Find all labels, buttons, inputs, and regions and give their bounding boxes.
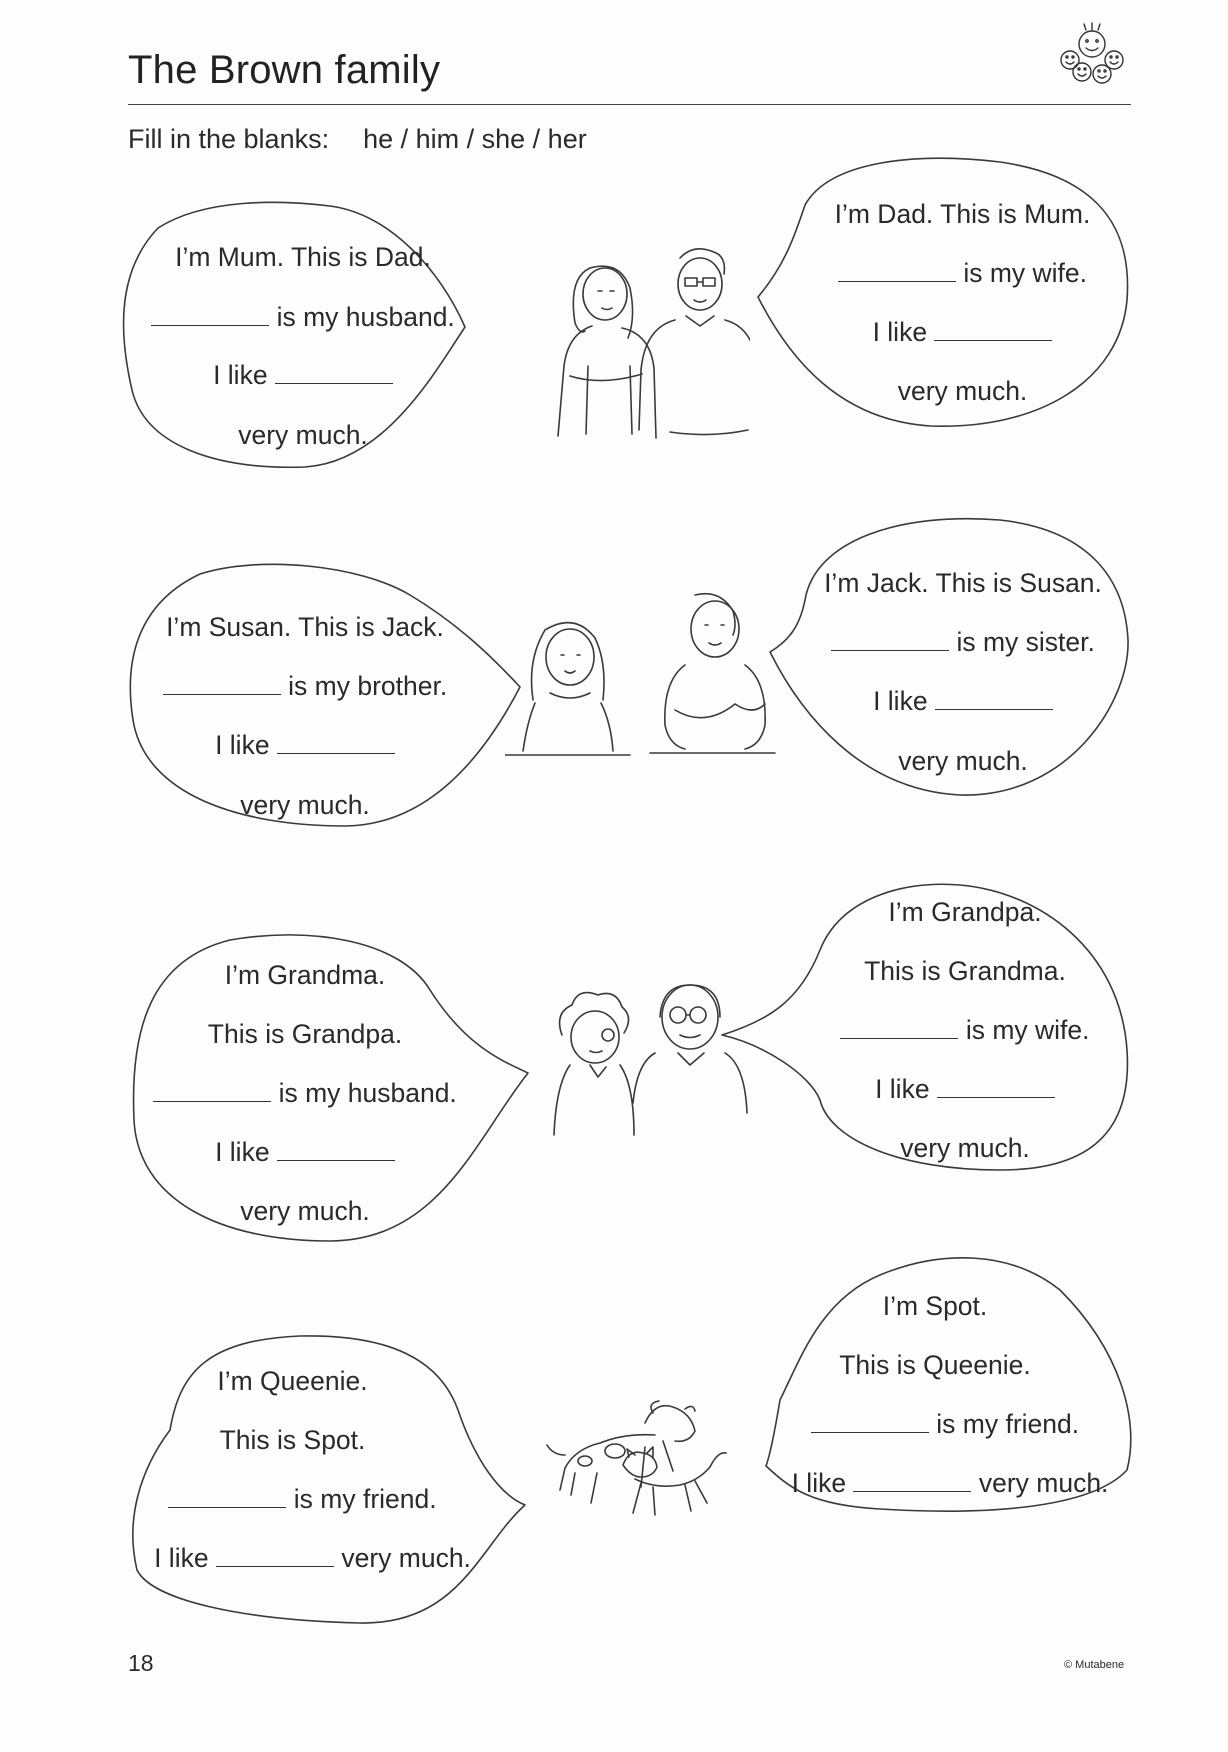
copyright-notice: © Mutabene [1064,1659,1125,1671]
page-title: The Brown family [128,48,441,92]
bubble-line-intro2: This is Queenie. [839,1350,1031,1380]
answer-blank[interactable] [277,1138,395,1161]
bubble-text: I like [791,1468,847,1498]
bubble-line-fill [120,1482,485,1516]
spot-dog-and-queenie-cat-illustration [545,1395,745,1535]
bubble-text: I like [873,686,928,716]
bubble-line-intro: I’m Spot. [882,1291,988,1321]
mum-and-dad-illustration [550,236,750,456]
bubble-text: I like [875,1074,930,1104]
bubble-text: very much. [978,1468,1109,1498]
answer-blank[interactable] [168,1485,286,1508]
answer-blank[interactable] [853,1469,971,1492]
bubble-text: I like [872,317,928,347]
susan-and-jack-illustration [505,585,780,760]
bubble-text: is my husband. [276,302,455,332]
bubble-text: is my wife. [963,258,1088,288]
bubble-line-like [135,358,471,392]
bubble-line-like [140,728,470,762]
answer-blank[interactable] [934,318,1052,341]
answer-blank[interactable] [838,259,956,282]
instruction-pronouns: he / him / she / her [363,124,587,154]
bubble-line-intro: I’m Dad. This is Mum. [834,199,1091,229]
bubble-text: is my friend. [936,1409,1080,1439]
bubble-line-like [140,1135,470,1169]
bubble-text: very much. [341,1543,471,1573]
bubble-text: I like [154,1543,209,1573]
bubble-text: I like [213,360,268,390]
bubble-line-intro: I’m Susan. This is Jack. [166,612,444,642]
bubble-line-end: very much. [240,790,370,820]
bubble-line-intro2: This is Grandpa. [207,1019,403,1049]
bubble-line-fill [135,300,471,334]
bubble-line-like [775,1466,1125,1500]
bubble-text: is my sister. [956,627,1095,657]
bubble-line-fill [140,1076,470,1110]
answer-blank[interactable] [840,1016,958,1039]
bubble-line-intro2: This is Spot. [219,1425,366,1455]
bubble-line-like [140,1541,485,1575]
answer-blank[interactable] [937,1075,1055,1098]
bubble-line-intro: I’m Grandma. [224,960,386,990]
instruction-label: Fill in the blanks: [128,124,330,154]
bubble-line-intro: I’m Queenie. [217,1366,368,1396]
bubble-line-fill [765,1407,1125,1441]
bubble-line-end: very much. [900,1133,1030,1163]
bubble-text: is my husband. [278,1078,457,1108]
grandma-and-grandpa-illustration [550,975,750,1175]
answer-blank[interactable] [811,1410,929,1433]
bubble-line-end: very much. [240,1196,370,1226]
bubble-line-like [815,1072,1115,1106]
bubble-line-intro: I’m Jack. This is Susan. [824,568,1102,598]
bubble-line-fill [810,256,1115,290]
bubble-text: I like [215,730,270,760]
page-number: 18 [128,1650,154,1676]
answer-blank[interactable] [163,672,281,695]
bubble-line-like [808,684,1118,718]
bubble-text: is my friend. [293,1484,437,1514]
bubble-text: I like [215,1137,270,1167]
bubble-line-intro: I’m Mum. This is Dad. [175,242,431,272]
answer-blank[interactable] [275,361,393,384]
bubble-line-intro2: This is Grandma. [864,956,1066,986]
answer-blank[interactable] [831,628,949,651]
bubble-line-like [810,315,1115,349]
bubble-line-end: very much. [897,376,1028,406]
answer-blank[interactable] [153,1079,271,1102]
bubble-text: is my wife. [965,1015,1090,1045]
answer-blank[interactable] [151,303,269,326]
answer-blank[interactable] [277,731,395,754]
bubble-line-end: very much. [898,746,1028,776]
bubble-line-end: very much. [238,420,368,450]
bubble-line-fill [808,625,1118,659]
bubble-line-fill [815,1013,1115,1047]
bubble-text: is my brother. [288,671,448,701]
bubble-line-intro: I’m Grandpa. [888,897,1042,927]
answer-blank[interactable] [216,1544,334,1567]
bubble-line-fill [140,669,470,703]
answer-blank[interactable] [935,687,1053,710]
